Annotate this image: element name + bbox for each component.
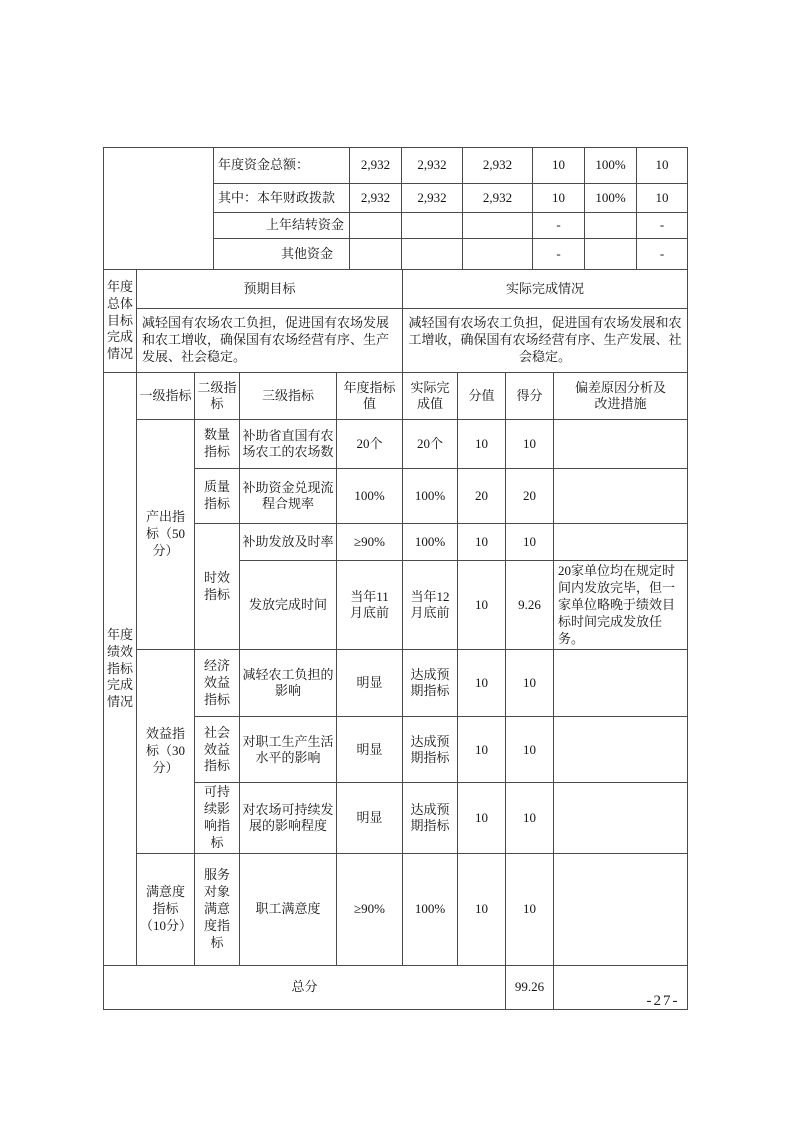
deviation-cell [554, 420, 688, 469]
funding-value: 100% [585, 184, 637, 213]
actual-cell: 100% [403, 854, 458, 966]
funding-value: 10 [637, 184, 688, 213]
score-cell: 20 [506, 469, 554, 524]
deviation-cell [554, 469, 688, 524]
total-score-label: 总分 [104, 966, 506, 1010]
points-cell: 10 [458, 524, 506, 561]
points-cell: 20 [458, 469, 506, 524]
actual-cell: 达成预期指标 [403, 783, 458, 854]
score-cell: 10 [506, 524, 554, 561]
indicator-row [104, 420, 688, 469]
deviation-cell [554, 524, 688, 561]
score-cell: 10 [506, 420, 554, 469]
goal-text-row [104, 309, 688, 373]
goal-header-row [104, 270, 688, 309]
funding-value: 100% [585, 148, 637, 184]
funding-value: 2,932 [350, 184, 402, 213]
level1-group-output: 产出指标（50分） [137, 420, 195, 650]
actual-cell: 达成预期指标 [403, 717, 458, 783]
funding-value: 2,932 [402, 184, 463, 213]
score-cell: 10 [506, 717, 554, 783]
level3-cell: 减轻农工负担的影响 [240, 650, 337, 717]
points-cell: 10 [458, 717, 506, 783]
level2-cell: 质量指标 [195, 469, 240, 524]
total-score-row [104, 966, 688, 1010]
actual-cell: 100% [403, 469, 458, 524]
target-cell: 明显 [337, 650, 403, 717]
expected-goal-text: 减轻国有农场农工负担，促进国有农场发展和农工增收，确保国有农场经营有序、生产发展、社会稳定。 [137, 309, 403, 373]
actual-cell [403, 561, 458, 650]
level2-cell: 社会效益指标 [195, 717, 240, 783]
funding-value: 2,932 [463, 184, 533, 213]
header-score: 得分 [506, 373, 554, 420]
score-cell: 9.26 [506, 561, 554, 650]
target-cell: 明显 [337, 783, 403, 854]
funding-value [350, 239, 402, 270]
funding-label: 其他资金 [214, 239, 350, 270]
points-cell: 10 [458, 650, 506, 717]
target-cell: 100% [337, 469, 403, 524]
funding-blank-cell [104, 148, 214, 270]
header-points: 分值 [458, 373, 506, 420]
expected-goal-header: 预期目标 [137, 270, 403, 309]
header-level2: 二级指标 [195, 373, 240, 420]
deviation-cell [554, 650, 688, 717]
report-table-page [103, 147, 688, 1010]
funding-table [103, 147, 688, 270]
points-cell: 10 [458, 420, 506, 469]
header-level3: 三级指标 [240, 373, 337, 420]
level2-cell: 服务对象满意度指标 [195, 854, 240, 966]
funding-value: 10 [533, 148, 585, 184]
funding-label: 上年结转资金 [214, 213, 350, 239]
funding-value [585, 213, 637, 239]
actual-completion-text: 减轻国有农场农工负担，促进国有农场发展和农工增收，确保国有农场经营有序、生产发展、社会稳定。 [403, 309, 688, 373]
target-text: 当年11月底前 [349, 588, 389, 621]
score-cell: 10 [506, 783, 554, 854]
actual-cell: 100% [403, 524, 458, 561]
indicator-row [104, 650, 688, 717]
actual-cell: 20个 [403, 420, 458, 469]
score-cell: 10 [506, 650, 554, 717]
header-actual: 实际完成值 [403, 373, 458, 420]
funding-value: 2,932 [463, 148, 533, 184]
funding-value: - [637, 213, 688, 239]
actual-text: 当年12月底前 [410, 588, 450, 621]
target-cell: ≥90% [337, 524, 403, 561]
level1-group-benefit: 效益指标（30分） [137, 650, 195, 854]
total-score-value: 99.26 [506, 966, 554, 1010]
level3-cell: 补助发放及时率 [240, 524, 337, 561]
actual-completion-header: 实际完成情况 [403, 270, 688, 309]
funding-label: 年度资金总额： [214, 148, 350, 184]
header-deviation-text: 偏差原因分析及改进措施 [574, 379, 666, 411]
funding-value [402, 213, 463, 239]
funding-value [463, 213, 533, 239]
annual-goal-table [103, 269, 688, 373]
funding-value: - [637, 239, 688, 270]
level2-cell: 经济效益指标 [195, 650, 240, 717]
page-number: -27- [646, 993, 680, 1009]
target-cell: ≥90% [337, 854, 403, 966]
header-target: 年度指标值 [337, 373, 403, 420]
performance-section-row-header: 年度绩效指标完成情况 [104, 373, 137, 966]
points-cell: 10 [458, 783, 506, 854]
header-level1: 一级指标 [137, 373, 195, 420]
deviation-cell [554, 717, 688, 783]
score-cell: 10 [506, 854, 554, 966]
funding-value: 2,932 [402, 148, 463, 184]
indicator-header-row [104, 373, 688, 420]
level2-cell: 数量指标 [195, 420, 240, 469]
level3-cell: 补助资金兑现流程合规率 [240, 469, 337, 524]
actual-cell: 达成预期指标 [403, 650, 458, 717]
funding-value: 10 [637, 148, 688, 184]
funding-value [463, 239, 533, 270]
deviation-cell [554, 783, 688, 854]
header-deviation [554, 373, 688, 420]
level3-cell: 对职工生产生活水平的影响 [240, 717, 337, 783]
funding-row-total [104, 148, 688, 184]
level3-cell: 补助省直国有农场农工的农场数 [240, 420, 337, 469]
target-cell: 20个 [337, 420, 403, 469]
funding-label: 其中：本年财政拨款 [214, 184, 350, 213]
points-cell: 10 [458, 854, 506, 966]
funding-value [402, 239, 463, 270]
funding-value: 10 [533, 184, 585, 213]
level2-cell: 可持续影响指标 [195, 783, 240, 854]
target-cell [337, 561, 403, 650]
level1-group-satisfaction: 满意度指标（10分） [137, 854, 195, 966]
funding-value: - [533, 213, 585, 239]
level2-cell: 时效指标 [195, 524, 240, 650]
deviation-cell: 20家单位均在规定时间内发放完毕，但一家单位略晚于绩效目标时间完成发放任务。 [554, 561, 688, 650]
level3-cell: 发放完成时间 [240, 561, 337, 650]
goal-section-row-header: 年度总体目标完成情况 [104, 270, 137, 373]
funding-value: 2,932 [350, 148, 402, 184]
points-cell: 10 [458, 561, 506, 650]
level3-cell: 职工满意度 [240, 854, 337, 966]
level3-cell: 对农场可持续发展的影响程度 [240, 783, 337, 854]
funding-value [350, 213, 402, 239]
indicator-row [104, 854, 688, 966]
funding-value: - [533, 239, 585, 270]
deviation-cell [554, 854, 688, 966]
target-cell: 明显 [337, 717, 403, 783]
funding-value [585, 239, 637, 270]
performance-indicator-table [103, 372, 688, 1010]
